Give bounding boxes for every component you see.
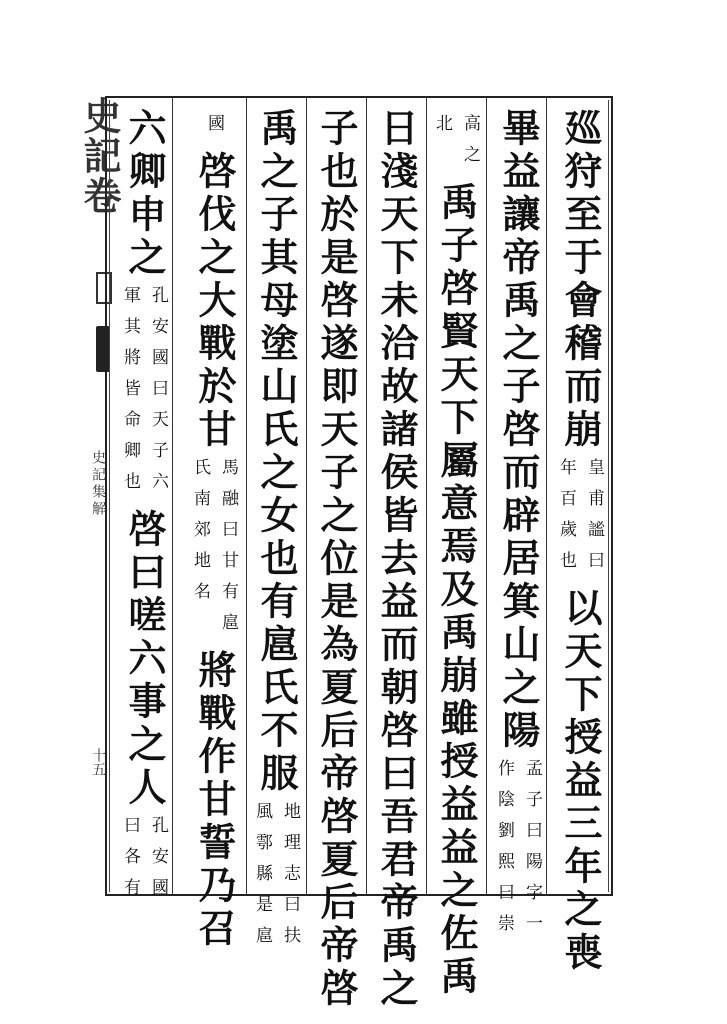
annotation-line: 北 (432, 114, 452, 145)
main-text: 禹子啓賢天下屬意焉及禹崩雖授益益之佐禹 (434, 182, 479, 999)
annotation-line: 高之 (460, 114, 480, 176)
column-rule (172, 98, 173, 894)
text-column-4 (368, 108, 424, 1011)
column-rule (426, 98, 427, 894)
annotation (189, 458, 239, 644)
annotation (431, 114, 481, 176)
annotation-line: 風鄠縣是扈 (252, 802, 272, 957)
annotation-line: 軍其將皆命卿也 (120, 286, 140, 503)
annotation-line: 皇甫謐曰 (584, 458, 604, 582)
main-text: 啓曰嗟六事之人 (122, 509, 167, 810)
annotation-line: 年百歲也 (556, 458, 576, 582)
edge-title: 史記卷 (77, 96, 122, 216)
column-rule (366, 98, 367, 894)
annotation-line: 氏南郊地名 (190, 458, 210, 613)
annotation (555, 458, 605, 582)
text-column-3 (428, 108, 484, 999)
text-column-6 (248, 108, 304, 963)
main-text: 啓伐之大戰於甘 (192, 151, 237, 452)
column-rule (246, 98, 247, 894)
text-column-1 (552, 108, 608, 975)
page-number: 十五 (90, 748, 106, 776)
annotation (119, 816, 169, 909)
annotation-line: 孔安國曰天子六 (148, 286, 168, 503)
annotation-line: 孟子曰陽字一 (522, 759, 542, 945)
book-title: 史記集解 (90, 450, 106, 518)
column-rule (306, 98, 307, 894)
annotation (251, 802, 301, 957)
annotation-line: 作陰劉熙曰崇 (494, 759, 514, 945)
main-text: 六卿申之 (122, 108, 167, 280)
text-column-5 (308, 108, 364, 1011)
annotation-line: 孔安國 (148, 816, 168, 909)
text-column-8 (116, 108, 172, 915)
annotation-line: 國 (204, 114, 224, 145)
annotation-line: 曰各有 (120, 816, 140, 909)
main-text: 廵狩至于會稽而崩 (558, 108, 603, 452)
main-text: 以天下授益三年之喪 (558, 588, 603, 975)
annotation (493, 759, 543, 945)
column-rule (486, 98, 487, 894)
main-text: 畢益讓帝禹之子啓而辟居箕山之陽 (496, 108, 541, 753)
annotation-line: 地理志曰扶 (280, 802, 300, 957)
column-rule (546, 98, 547, 894)
annotation-line: 馬融曰甘有扈 (218, 458, 238, 644)
annotation (203, 114, 225, 145)
text-column-7 (186, 108, 242, 951)
main-text: 子也於是啓遂即天子之位是為夏后帝啓夏后帝啓 (314, 108, 359, 1011)
main-text: 日淺天下未洽故諸侯皆去益而朝啓曰吾君帝禹之 (374, 108, 419, 1011)
text-column-2 (490, 108, 546, 951)
main-text: 禹之子其母塗山氏之女也有扈氏不服 (254, 108, 299, 796)
main-text: 將戰作甘誓乃召 (192, 650, 237, 951)
annotation (119, 286, 169, 503)
